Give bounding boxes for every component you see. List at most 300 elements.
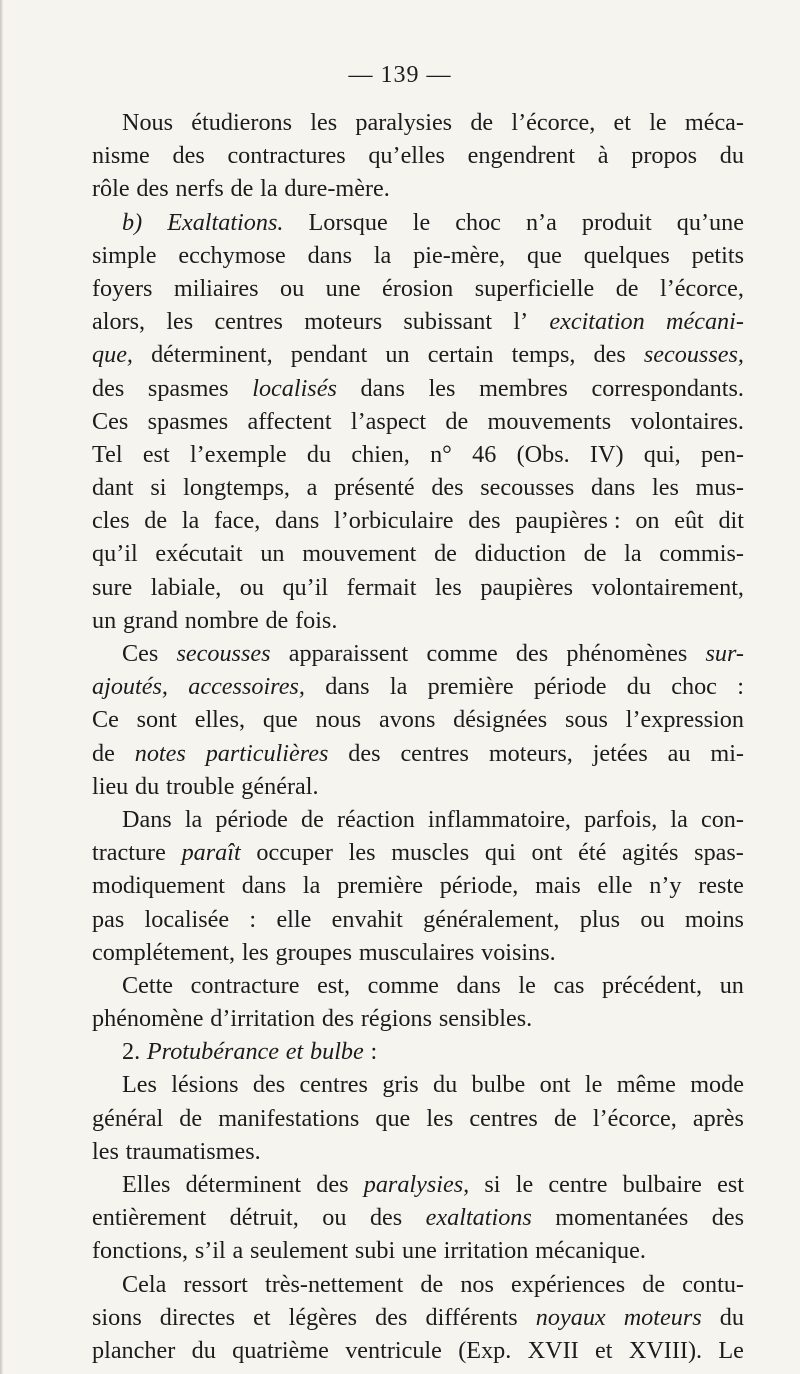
word: lésions <box>171 1071 239 1099</box>
word: a <box>306 474 318 502</box>
text-line <box>92 1035 744 1068</box>
word: de <box>301 805 324 833</box>
paragraph <box>92 803 744 969</box>
word: qu’une <box>676 208 744 236</box>
paragraph <box>92 106 744 206</box>
word: de <box>144 507 168 535</box>
word: à <box>597 142 609 170</box>
word: propos <box>631 142 698 170</box>
word: centres <box>469 1104 538 1132</box>
word: accessoires, <box>188 673 305 701</box>
word: n’y <box>649 872 682 900</box>
word: le <box>515 1171 534 1198</box>
word: au <box>667 739 691 767</box>
word: Le <box>718 1336 744 1364</box>
word: ont <box>531 839 563 867</box>
word: choc <box>671 673 717 701</box>
word: elle <box>597 872 633 900</box>
word: érosion <box>382 274 454 302</box>
word: Cela <box>122 1270 167 1298</box>
word: notes <box>134 739 186 767</box>
text-line <box>92 803 744 836</box>
word: (Obs. <box>516 440 570 468</box>
word: l’écorce, <box>592 1104 677 1132</box>
word: Ces <box>92 407 129 435</box>
word: face, <box>213 507 261 535</box>
word: un <box>92 606 117 634</box>
word: lieu <box>92 772 129 800</box>
word: sur- <box>705 640 744 667</box>
word: mécani- <box>666 308 744 336</box>
word: contu- <box>682 1270 744 1298</box>
word: grand <box>122 606 179 634</box>
word: dans <box>360 374 405 402</box>
word: des <box>172 142 205 170</box>
word: l’ <box>513 308 529 336</box>
word: sensibles. <box>438 1005 533 1033</box>
word: du <box>135 772 160 800</box>
word: du <box>719 1303 744 1331</box>
word: de <box>420 1270 444 1298</box>
word: la <box>260 175 278 203</box>
word: agités <box>622 839 679 867</box>
word: de <box>179 1104 203 1132</box>
text-line <box>92 438 744 471</box>
word: nombre <box>184 606 259 634</box>
word: on <box>635 507 660 535</box>
word: d’irritation <box>210 1005 316 1033</box>
word: volontairement, <box>591 573 744 601</box>
word: expériences <box>511 1270 626 1298</box>
word: s’il <box>194 1237 226 1265</box>
word: première <box>337 872 424 900</box>
text-line <box>92 1102 744 1135</box>
word: bulbaire <box>622 1171 702 1198</box>
word: dans <box>307 241 352 269</box>
text-line <box>92 836 744 869</box>
word: mouvements <box>487 407 612 435</box>
word: exécutait <box>155 540 243 568</box>
word: du <box>191 1336 216 1364</box>
word: de <box>230 175 254 203</box>
word: : <box>370 1038 378 1066</box>
word: occuper <box>256 839 333 867</box>
word: manifestations <box>218 1104 360 1132</box>
word: XVIII). <box>628 1336 703 1364</box>
word: détruit, <box>229 1204 299 1232</box>
word: subi <box>354 1237 396 1265</box>
text-line <box>92 471 744 504</box>
text-line <box>92 206 744 239</box>
word: fonctions, <box>92 1237 189 1265</box>
word: seulement <box>250 1237 349 1265</box>
word: et <box>285 1038 304 1066</box>
word: plus <box>579 905 621 933</box>
text-line <box>92 372 744 405</box>
word: la <box>373 241 392 269</box>
word: les <box>92 1137 119 1165</box>
word: momentanées <box>555 1204 689 1232</box>
word: les <box>310 109 338 136</box>
paragraph <box>92 1035 744 1068</box>
word: muscles <box>391 839 470 867</box>
word: affectent <box>247 407 332 435</box>
word: correspondants. <box>591 374 744 402</box>
word: directes <box>159 1303 236 1331</box>
word: été <box>578 839 607 867</box>
word: envahit <box>331 905 403 933</box>
word: cles <box>92 507 130 535</box>
word: chien, <box>351 440 410 468</box>
word: déterminent <box>185 1171 302 1198</box>
word: volontaires. <box>630 407 744 435</box>
word: paupières : <box>515 507 621 535</box>
word: des <box>92 374 125 402</box>
word: contracture <box>190 971 300 999</box>
word: des <box>515 640 549 667</box>
word: dure-mère. <box>284 175 390 203</box>
word: de <box>615 274 639 302</box>
word: nisme <box>92 142 150 170</box>
word: général. <box>241 772 319 800</box>
text-line <box>92 1268 744 1301</box>
word: mais <box>535 872 581 900</box>
word: période, <box>439 872 519 900</box>
word: mi- <box>710 739 744 767</box>
word: les <box>166 308 194 336</box>
word: apparaissent <box>288 640 409 667</box>
word: dant <box>92 474 134 502</box>
word: n’a <box>525 208 557 236</box>
text-line <box>92 936 744 969</box>
word: la <box>624 540 642 568</box>
word: de <box>445 407 469 435</box>
text-line <box>92 106 744 139</box>
word: la <box>302 872 321 900</box>
word: des <box>711 1204 744 1232</box>
word: ventricule <box>345 1336 442 1364</box>
word: si <box>150 474 167 502</box>
word: nerfs <box>175 175 224 203</box>
word: l’orbiculaire <box>334 507 454 535</box>
word: membres <box>479 374 568 402</box>
text-line <box>92 869 744 902</box>
word: mouvement <box>302 540 417 568</box>
word: dans <box>325 673 370 701</box>
word: nos <box>460 1270 494 1298</box>
word: spas- <box>694 839 744 867</box>
word: elle <box>276 905 312 933</box>
word: contractures <box>227 142 346 170</box>
text-line <box>92 405 744 438</box>
word: phénomène <box>92 1005 204 1033</box>
word: est <box>717 1171 744 1198</box>
word: plancher <box>92 1336 176 1364</box>
word: ajoutés, <box>92 673 168 701</box>
text-line <box>92 969 744 1002</box>
word: régions <box>360 1005 433 1033</box>
word: con- <box>700 805 744 833</box>
word: déterminent, <box>151 341 273 369</box>
word: exaltations <box>425 1204 532 1232</box>
word: ou <box>239 573 264 601</box>
word: sure <box>92 573 133 601</box>
word: les <box>348 839 376 867</box>
word: pie-mère, <box>413 241 506 269</box>
word: période <box>533 673 607 701</box>
word: dans <box>274 507 320 535</box>
word: qui <box>484 839 516 867</box>
word: traumatismes. <box>125 1137 261 1165</box>
word: étudierons <box>191 109 293 136</box>
page-edge <box>0 0 3 1374</box>
body-text <box>92 106 744 1367</box>
word: le <box>412 208 431 236</box>
word: choc <box>455 208 501 236</box>
word: des <box>468 507 501 535</box>
word: paralysies, <box>363 1171 470 1198</box>
word: de <box>92 739 115 767</box>
word: complétement, <box>92 938 236 966</box>
word: moteurs, <box>488 739 573 767</box>
page-number: — 139 — <box>348 62 452 88</box>
word: localisés <box>252 374 337 402</box>
word: qui, <box>643 440 681 468</box>
word: voisins. <box>481 938 556 966</box>
word: mus- <box>695 474 744 502</box>
word: particulières <box>205 739 329 767</box>
text-line <box>92 272 744 305</box>
paragraph <box>92 969 744 1035</box>
word: une <box>325 274 361 302</box>
word: que <box>526 241 562 269</box>
word: de <box>642 1270 666 1298</box>
text-line <box>92 1301 744 1334</box>
word: sont <box>136 706 177 734</box>
word: moins <box>684 905 744 933</box>
word: les <box>426 1104 454 1132</box>
paragraph <box>92 1068 744 1168</box>
word: le <box>518 971 536 999</box>
word: moteurs <box>623 1303 702 1331</box>
word: paralysies <box>355 109 453 136</box>
text-line <box>92 239 744 272</box>
word: eût <box>674 507 704 535</box>
word: les <box>241 938 269 966</box>
word: (Exp. <box>458 1336 512 1364</box>
word: dans <box>590 474 636 502</box>
word: un <box>385 341 410 369</box>
text-line <box>92 770 744 803</box>
word: reste <box>698 872 744 900</box>
text-line <box>92 1002 744 1035</box>
text-line <box>92 305 744 338</box>
text-line <box>92 1201 744 1234</box>
word: ressort <box>183 1270 248 1298</box>
word: noyaux <box>535 1303 606 1331</box>
word: du <box>626 673 651 701</box>
word: l’exemple <box>189 440 287 468</box>
word: ont <box>539 1071 571 1099</box>
word: que <box>375 1104 411 1132</box>
text-line <box>92 1168 744 1201</box>
word: des <box>375 1303 408 1331</box>
word: spasmes <box>147 374 229 402</box>
text-line <box>92 172 744 205</box>
paragraph <box>92 1268 744 1368</box>
word: et <box>253 1303 271 1331</box>
word: foyers <box>92 274 153 302</box>
word: des <box>593 341 626 369</box>
word: la <box>181 507 200 535</box>
word: légères <box>288 1303 358 1331</box>
word: l’écorce, <box>511 109 596 136</box>
word: centres <box>400 739 469 767</box>
word: comme <box>426 640 498 667</box>
text-line <box>92 903 744 936</box>
word: subissant <box>403 308 493 336</box>
word: paupières <box>480 573 573 601</box>
word: le <box>649 109 667 136</box>
word: même <box>616 1071 676 1099</box>
word: ou <box>640 905 665 933</box>
text-line <box>92 703 744 736</box>
word: des <box>321 1005 355 1033</box>
word: Nous <box>122 109 174 136</box>
paragraph <box>92 637 744 803</box>
word: superficielle <box>474 274 595 302</box>
word: est, <box>317 971 350 999</box>
word: quatrième <box>232 1336 329 1364</box>
word: du <box>306 440 332 468</box>
word: pas <box>92 905 125 933</box>
text-line <box>92 504 744 537</box>
word: du <box>719 142 744 170</box>
word: pendant <box>290 341 368 369</box>
text-line <box>92 737 744 770</box>
word: des <box>252 1071 286 1099</box>
word: dit <box>718 507 744 535</box>
word: miliaires <box>173 274 259 302</box>
text-line <box>92 637 744 670</box>
word: fois. <box>295 606 338 634</box>
word: Lorsque <box>308 208 388 236</box>
word: ou <box>280 274 305 302</box>
word: de <box>265 606 289 634</box>
word: période <box>215 805 288 833</box>
word: Les <box>122 1071 157 1099</box>
word: des <box>136 175 169 203</box>
word: Tel <box>92 440 123 468</box>
word: Elles <box>122 1171 171 1198</box>
word: secousses <box>480 474 575 502</box>
word: XVII <box>527 1336 579 1364</box>
word: après <box>692 1104 744 1132</box>
text-line <box>92 139 744 172</box>
word: ou <box>322 1204 347 1232</box>
word: des <box>369 1204 403 1232</box>
word: désignées <box>453 706 548 734</box>
word: de <box>470 109 494 136</box>
word: les <box>434 573 462 601</box>
word: Protubérance <box>146 1038 280 1066</box>
word: irritation <box>443 1237 529 1265</box>
word: phénomènes <box>566 640 688 667</box>
word: des <box>431 474 464 502</box>
word: qu’il <box>92 540 138 568</box>
word: très-nettement <box>264 1270 404 1298</box>
word: mécanique. <box>535 1237 646 1265</box>
word: 46 <box>472 440 497 468</box>
word: la <box>670 805 688 833</box>
word: dans <box>456 971 501 999</box>
word: que <box>262 706 298 734</box>
word: modiquement <box>92 872 226 900</box>
word: musculaires <box>358 938 475 966</box>
word: fermait <box>346 573 417 601</box>
word: de <box>434 540 457 568</box>
word: comme <box>367 971 439 999</box>
text-line <box>92 537 744 570</box>
word: la <box>389 673 408 701</box>
word: a <box>232 1237 244 1265</box>
word: n° <box>430 440 452 468</box>
word: engendrent <box>467 142 576 170</box>
word: Exaltations. <box>167 208 284 236</box>
paragraph <box>92 206 744 637</box>
word: temps, <box>511 341 576 369</box>
word: dans <box>241 872 287 900</box>
word: parfois, <box>584 805 658 833</box>
word: localisée <box>144 905 230 933</box>
word: qu’elles <box>368 142 445 170</box>
word: paraît <box>181 839 241 867</box>
text-line <box>92 1068 744 1101</box>
word: bulbe <box>310 1038 364 1066</box>
word: moteurs <box>304 308 383 336</box>
word: de <box>553 1104 577 1132</box>
word: méca- <box>684 109 744 136</box>
word: trouble <box>166 772 235 800</box>
word: cas <box>553 971 585 999</box>
word: qu’il <box>282 573 329 601</box>
word: Dans <box>122 805 172 833</box>
word: produit <box>581 208 652 236</box>
word: l’expression <box>625 706 744 734</box>
word: du <box>432 1071 458 1099</box>
word: précédent, <box>602 971 703 999</box>
text-line <box>92 1234 744 1267</box>
word: entièrement <box>92 1204 207 1232</box>
word: secousses, <box>643 341 744 369</box>
word: tracture <box>92 839 166 867</box>
text-line <box>92 1334 744 1367</box>
word: longtemps, <box>183 474 290 502</box>
text-line <box>92 604 744 637</box>
word: Ce <box>92 706 119 734</box>
word: secousses <box>176 640 271 667</box>
word: b) <box>122 208 143 236</box>
word: jetées <box>592 739 648 767</box>
word: la <box>184 805 203 833</box>
word: groupes <box>275 938 353 966</box>
word: IV) <box>589 440 624 468</box>
word: est <box>142 440 170 468</box>
word: inflammatoire, <box>427 805 571 833</box>
word: certain <box>427 341 494 369</box>
text-line <box>92 571 744 604</box>
word: commis- <box>659 540 744 568</box>
